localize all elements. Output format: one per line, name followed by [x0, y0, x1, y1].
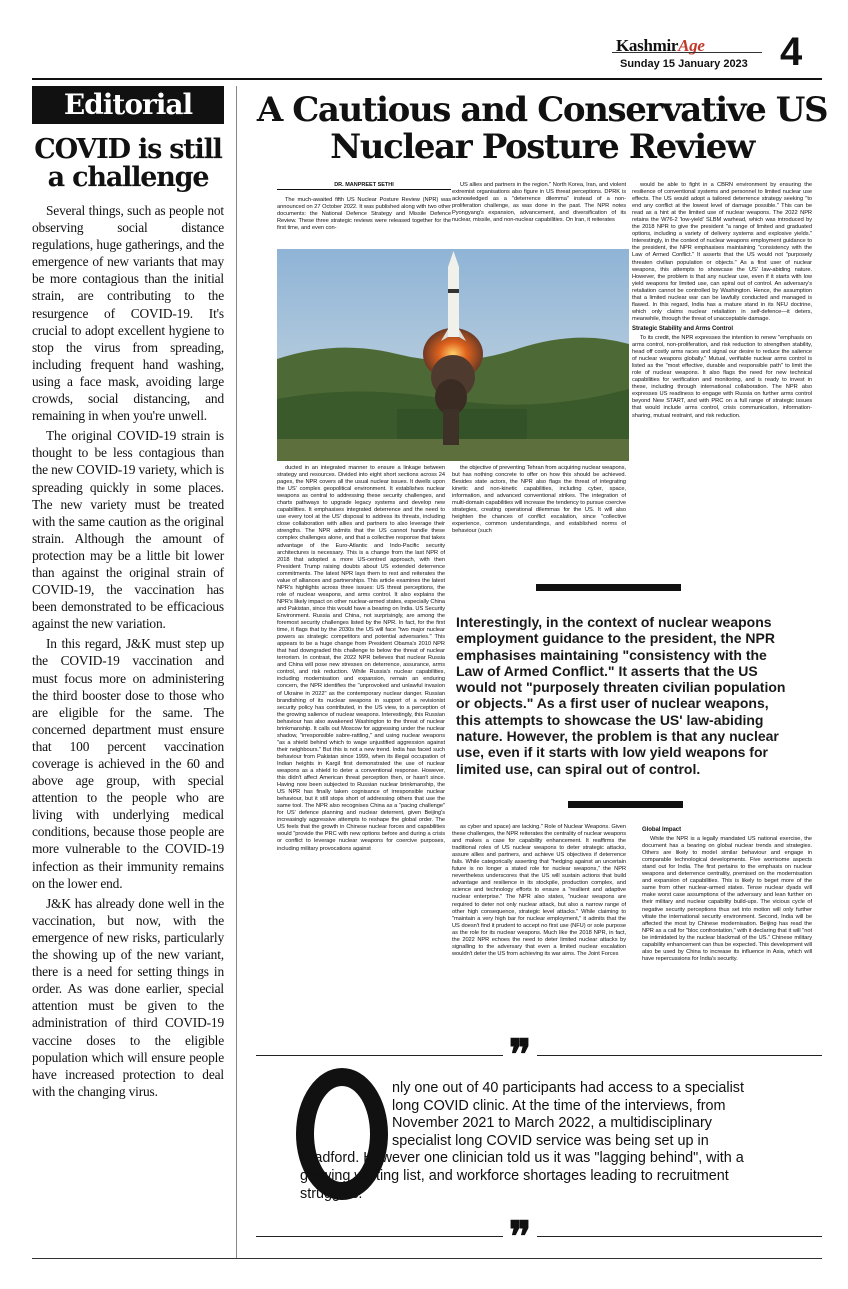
editorial-column: [32, 86, 224, 1248]
pull-quote-text: Interestingly, in the context of nuclear weapons employment guidance to the president, the NPR emphasises maintaining "consistency with the Law of Armed Conflict." It asserts that the US would not "purposely threaten civilian population or objects." As a first user of nuclear weapons, this attempts to showcase the US' law-abiding nature. However, the problem is that any nuclear use, even if it starts with low yield weapons for limited use, can spiral out of control.: [456, 614, 786, 777]
quote-rule-bottom: [256, 1236, 822, 1237]
column-divider: [236, 86, 237, 1258]
article-paragraph: as cyber and space) are lacking." Role of Nuclear Weapons. Given these challenges, the NPR reiterates the centrality of nuclear weapons and makes a case for capability enhancement. It reaffirms the traditional roles of US nuclear weapons to deter strategic attacks, assure allies and partners, and achieve US objectives if deterrence fails. While categorically asserting that "hedging against an uncertain future is no longer a stated role for nuclear weapons," the NPR nevertheless underscores that the US will sustain actions that build advantage and resilience in its stockpile, production complex, and science and technology efforts to ensure a "resilient and adaptive nuclear enterprise." The NPR also states, "nuclear weapons are required to deter not only nuclear attack, but also a narrow range of other high consequence, strategic level attacks." While claiming to "maintain a very high bar for nuclear employment," it admits that the US doesn't find it prudent to accept no first use (NFU) or sole purpose as the role for its nuclear weapons. Much like the 2018 NPR, in fact, the 2022 NPR echoes the need to deter limited nuclear attacks by signalling to the adversary that even a limited nuclear escalation wouldn't deter the US from achieving its war aims. The Joint Forces: [452, 824, 626, 957]
article-col1-main: [277, 465, 445, 1057]
issue-date: Sunday 15 January 2023: [620, 58, 748, 70]
top-rule: [32, 78, 822, 80]
editorial-paragraph: The original COVID-19 strain is thought to be less contagious than the new COVID-19 variety, which is spreading quickly in some places. The new variety must be treated with the same caution as the original strain. Although the amount of protection may be a little bit lower than against the original strain of COVID-19, the vaccination has been demonstrated to be efficacious against the new variation.: [32, 428, 224, 632]
article-paragraph: would be able to fight in a CBRN environment by ensuring the resilience of conventional systems and personnel to limited nuclear use effects. The US would adopt a tailored deterrence strategy seeking "to end any conflict at the lowest level of damage possible." This can be read as a hint at the limited use of nuclear weapons. The 2022 NPR retains the W76-2 'low-yield' SLBM warhead, which was introduced by the 2018 NPR to give the president "a range of limited and graduated options, including a variety of delivery systems and explosive yields." Interestingly, in the context of nuclear weapons employment guidance to the president, the NPR emphasises maintaining "consistency with the Law of Armed Conflict." It asserts that the US would not "purposely threaten civilian population or objects." As a first user of nuclear weapons, this attempts to showcase the US' law-abiding nature. However, the problem is that any nuclear use, even if it starts with low yield weapons for limited use, can spiral out of control. An adversary's retaliation cannot be controlled by Washington. Hence, the assumption that a limited nuclear war can be lawfully conducted and managed is flawed. In this regard, India has a mature stand in its NFU doctrine, which only claims nuclear retaliation in self-defence—it deters, meanwhile, through the threat of unacceptable damage.: [632, 182, 812, 322]
section-heading: Strategic Stability and Arms Control: [632, 325, 733, 332]
article-paragraph: While the NPR is a legally mandated US national exercise, the document has a bearing on global nuclear trends and strategies. Others are likely to model similar behaviour and engage in comparable technological developments. Five worrisome aspects stand out for India. The first pertains to the emphasis on nuclear weapons and deterrence centrality, premised on the modernisation and expansion of capabilities. This is likely to beget more of the same from other nuclear-armed states. Tense nuclear dyads will make worst case assumptions of the adversary and lean further on their military and nuclear capability build-ups. The vicious cycle of negative security perceptions thus set into motion will only further vitiate the international security environment. Second, India will be affected the most by Chinese modernisation. Beijing has read the NPR as a call for "bloc confrontation," with it declaring that it will "not be intimidated by the nuclear blackmail of the US." Chinese military capability enhancement can thus be expected. This development will also be used by China to increase its influence in Asia, which will have repercussions for India's security.: [642, 836, 812, 962]
article-paragraph: The much-awaited fifth US Nuclear Posture Review (NPR) was announced on 27 October 2022. It was published along with two other documents: the National Defence Strategy and Missile Defence Review. These three strategic reviews were released together for the first time, and even con-: [277, 197, 451, 232]
logo-age: Age: [678, 36, 705, 55]
missile-launch-photo: [277, 249, 629, 461]
article-col3: [632, 182, 812, 562]
article-col2-mid: [452, 465, 626, 565]
article-paragraph: the objective of preventing Tehran from acquiring nuclear weapons, but has nothing concrete to offer on how this should be achieved. Besides state actors, the NPR also flags the threat of integrating kinetic and non-kinetic capabilities, including cyber, space, information, and advanced conventional strikes. The integration of multi-domain capabilities will increase the tendency to pursue coercive strategies, creating operational dilemmas for the US. It will also heighten the chances of conflict escalation, since "collective experience, common understandings, and established norms of behaviour (such: [452, 465, 626, 535]
bottom-rule: [32, 1258, 822, 1259]
masthead-logo: [616, 36, 705, 56]
page-number: 4: [780, 30, 803, 74]
quote-close-icon: ❞: [503, 1222, 537, 1252]
editorial-headline: COVID is still a challenge: [34, 134, 222, 193]
pull-quote-bar-top: [536, 584, 681, 591]
quote-open-icon: ❞: [503, 1040, 537, 1070]
masthead-rule: [612, 52, 762, 53]
section-heading: Global Impact: [642, 827, 682, 833]
quote-rule-top: [256, 1055, 822, 1056]
article-paragraph: US allies and partners in the region." North Korea, Iran, and violent extremist organisations also figure in US threat perceptions. DPRK is acknowledged as a "deterrence dilemma" instead of a non-proliferation challenge, as was done in the past. The NPR notes Pyongyang's expansion, advancement, and diversification of its nuclear, missile, and non-nuclear capabilities. On Iran, it reiterates: [452, 182, 626, 224]
pull-quote-bar-bottom: [568, 801, 683, 808]
byline: DR. MANPREET SETHI: [277, 182, 451, 190]
editorial-paragraph: In this regard, J&K must step up the COVID-19 vaccination and must focus more on administering the third booster dose to those who are eligible for the same. The concerned department must ensure that 100 percent vaccination coverage is achieved in the 60 and above age group, with special attention to the people who are living with underlying medical conditions, because those people are more vulnerable to the COVID-19 infection as their immunity remains on the lower end.: [32, 636, 224, 891]
article-col2-bottom: [452, 824, 626, 1052]
editorial-banner: Editorial: [32, 86, 224, 124]
logo-kashmir: Kashmir: [616, 36, 679, 55]
article-paragraph: ducted in an integrated manner to ensure a linkage between strategy and resources. Divided into eight short sections across 24 pages, the NPR covers all the usual nuclear issues. It dwells upon the US' complex geopolitical environment. It establishes nuclear weapons as central to addressing these security challenges, and charts pathways to upgrade legacy systems and develop new capabilities. It emphasises integrated deterrence and the need to use every tool at the US' disposal to address its threats, including close collaboration with allies and partners to also leverage their strengths. The NPR admits that the US cannot handle these complex challenges alone, and that a collective response that takes advantage of the Euro-Atlantic and Indo-Pacific security architectures is necessary. This is a change from the last NPR of 2018 that adopted a more US-centred approach, with then President Trump raising doubts about US extended deterrence commitments. The latest NPR lays them to rest and reiterates the value of alliances and partnerships. This article examines the latest NPR's highlights across three issues: US threat perceptions, the role of nuclear weapons, and arms control. It also explains the NPR's likely impact on other nuclear-armed states, especially China and Pakistan, since this would have a bearing on India. US Security Environment. Russia and China, not surprisingly, are among the foremost security challenges listed by the NPR. In fact, for the first time, it flags that by the 2030s the US will face "two major nuclear powers as strategic competitors and potential adversaries." This appears to be a huge change from President Obama's 2010 NPR that had downgraded this challenge to below the threat of nuclear terrorism. In contrast, the 2022 NPR believes that nuclear Russia and China will pose new stresses on deterrence, assurance, arms control, and risk reduction. While Russia's nuclear capabilities, including modernisation and expansion, remain an enduring concern, the NPR identifies the "unprovoked and unlawful invasion of Ukraine in 2022" as the contemporary nuclear danger. Russian brandishing of its nuclear weapons in support of a revisionist security policy has contributed, in the US view, to a perception of the growing salience of nuclear weapons. Interestingly, this Russian behaviour has also awakened Washington to the threat of nuclear brinkmanship. It calls out Moscow for aggressing under the nuclear shadow, "irresponsible sabre-rattling," and using nuclear weapons "as a shield behind which to wage unjustified aggression against their neighbours." But this is not a new trend. India has faced such behaviour from Pakistan since 1999, when its illegal occupation of Indian heights in Kargil first demonstrated the use of nuclear weapons as a shield to deter a conventional response. However, this didn't affect American threat perception then, or hasn't since. Having now been subjected to Russian nuclear brinkmanship, the US NPR has finally taken cognisance of irresponsible nuclear behaviour, but it still stops short of addressing others that use the same tool. The NPR also recognises China as a "pacing challenge" for US' defence planning and nuclear deterrent, given Beijing's increasingly aggressive attempts to reshape the global order. The US feels that the growth in Chinese nuclear forces and capabilities would "provide the PRC with new options before and during a crisis or conflict to leverage nuclear weapons for coercive purposes, including military provocations against: [277, 465, 445, 852]
article-col3-bottom: [642, 824, 812, 1052]
editorial-paragraph: J&K has already done well in the vaccination, but now, with the emergence of new risks, particularly the showing up of the new variant, there is a need for setting things in order. As was done earlier, special attention must be given to the administration of third COVID-19 vaccine doses to the eligible population which will ensure people have increased protection to deal with the changing virus.: [32, 895, 224, 1099]
editorial-paragraph: Several things, such as people not observing social distance regulations, huge gatherings, and the emergence of new variants that may be more contagious than the initial strain, are contributing to the resurgence of COVID-19. It's crucial to adopt excellent hygiene to stop the virus from spreading, including frequent hand washing, using a face mask, avoiding large crowds, social distancing, and remaining in when you're unwell.: [32, 203, 224, 424]
article-col1-top: [277, 197, 451, 232]
article-col2-top: [452, 182, 626, 224]
bottom-quote-text: nly one out of 40 participants had access to a specialist long COVID clinic. At the time of the interviews, from November 2021 to March 2022, a multidisciplinary specialist long COVID service was being set up in Bradford. However one clinician told us it was "lagging behind", with a growing waiting list, and workforce shortages leading to recruitment struggles.: [300, 1080, 744, 1202]
bottom-quote: [300, 1080, 770, 1203]
editorial-body: [32, 202, 224, 1100]
article-headline: A Cautious and Conservative US Nuclear Posture Review: [256, 90, 828, 167]
article-paragraph: To its credit, the NPR expresses the intention to renew "emphasis on arms control, non-proliferation, and risk reduction to strengthen stability, head off costly arms races and signal our desire to reduce the salience of nuclear weapons globally." Mutual, verifiable nuclear arms control is listed as the "most effective, durable and responsible path" to limit the role of nuclear weapons. It also flags the need for new technical capabilities for verification and monitoring, and is ready to invest in these, including through international collaboration. The NPR also expresses US readiness to engage with Russia on further arms control beyond New START, and with PRC on a full range of strategic issues that would include arms control, crisis communication, information-sharing, mutual restraint, and risk reduction.: [632, 334, 812, 419]
